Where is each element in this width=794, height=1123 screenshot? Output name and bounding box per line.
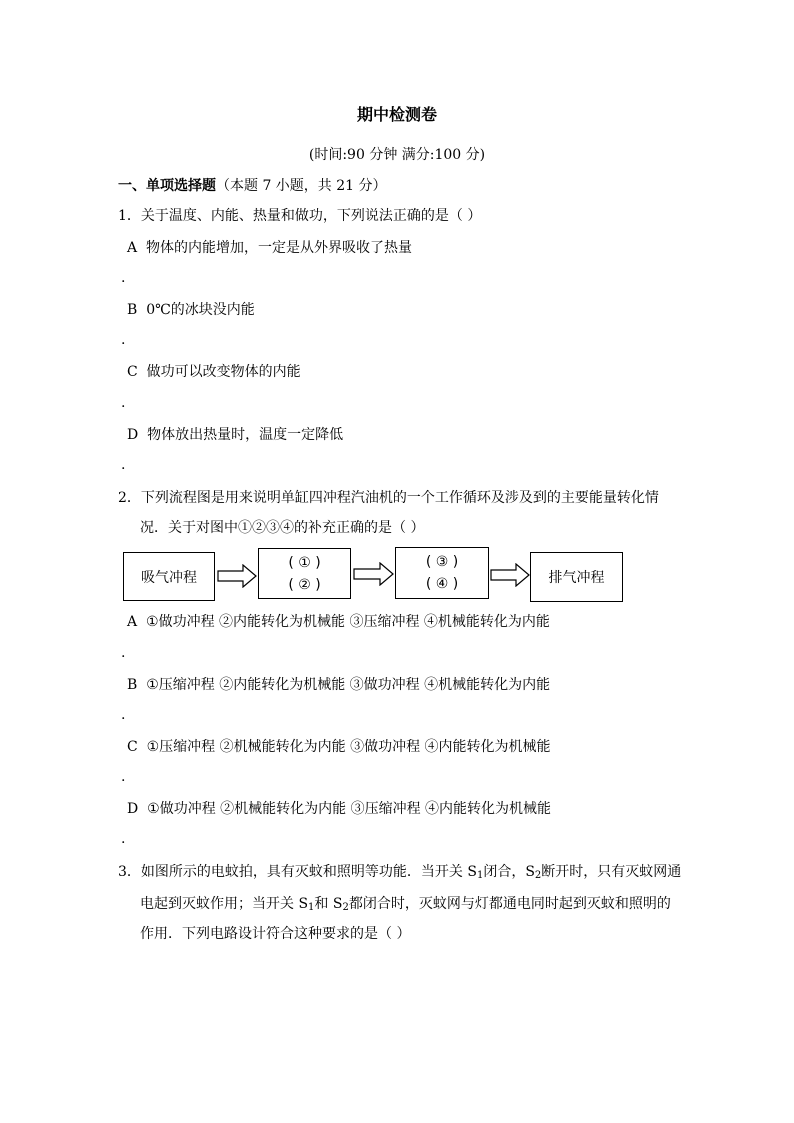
dot-marker: . — [121, 645, 126, 661]
q3-stem-line2 — [140, 894, 671, 914]
flow-box-exhaust — [530, 552, 623, 602]
flow-blank-1: ( ① ) — [288, 555, 321, 571]
q2-stem-line1: 2．下列流程图是用来说明单缸四冲程汽油机的一个工作循环及涉及到的主要能量转化情 — [118, 490, 659, 506]
flow-blank-4: ( ④ ) — [425, 576, 459, 592]
flow-box-label: 吸气冲程 — [141, 569, 197, 586]
dot-marker: . — [121, 457, 126, 473]
section-title: 一、单项选择题 — [118, 178, 216, 194]
q1-option-c — [127, 362, 301, 382]
option-letter: C — [127, 739, 138, 755]
q2-option-a — [127, 612, 550, 632]
q3-text: 电起到灭蚊作用；当开关 S — [140, 896, 309, 912]
section-note: （本题 7 小题，共 21 分） — [216, 178, 387, 194]
flow-arrow-icon — [353, 562, 394, 586]
q2-option-d — [127, 799, 551, 819]
exam-info: (时间:90 分钟 满分:100 分) — [308, 147, 486, 163]
option-letter: C — [127, 364, 138, 380]
subscript: 1 — [476, 870, 484, 881]
dot-marker: . — [121, 831, 126, 847]
q3-text: 断开时，只有灭蚊网通 — [541, 864, 682, 880]
dot-marker: . — [121, 707, 126, 723]
option-letter: D — [127, 427, 139, 443]
option-letter: B — [127, 677, 138, 693]
q3-stem-line3: 作用．下列电路设计符合这种要求的是（ ） — [140, 926, 411, 942]
flow-box-label: 排气冲程 — [548, 570, 605, 586]
option-text: 物体放出热量时，温度一定降低 — [147, 427, 344, 443]
option-letter: D — [127, 801, 139, 817]
q3-stem-line1 — [118, 862, 681, 882]
dot-marker: . — [121, 769, 126, 785]
q1-stem: 1．关于温度、内能、热量和做功，下列说法正确的是（ ） — [118, 208, 482, 224]
subscript: 2 — [534, 870, 542, 881]
dot-marker: . — [121, 332, 126, 348]
option-text: 物体的内能增加，一定是从外界吸收了热量 — [146, 240, 413, 256]
q2-option-b — [127, 675, 550, 695]
flow-arrow-icon — [217, 564, 257, 588]
option-letter: A — [127, 240, 138, 256]
section-heading — [118, 176, 387, 196]
flow-box-intake — [123, 552, 215, 601]
option-text: ①做功冲程 ②机械能转化为内能 ③压缩冲程 ④内能转化为机械能 — [147, 801, 552, 817]
q1-option-a — [127, 238, 412, 258]
q2-option-c — [127, 737, 551, 757]
option-text: 0℃的冰块没内能 — [146, 302, 255, 318]
dot-marker: . — [121, 395, 126, 411]
q1-option-b — [127, 300, 255, 320]
dot-marker: . — [121, 270, 126, 286]
q2-stem-line2: 况．关于对图中①②③④的补充正确的是（ ） — [140, 520, 425, 536]
q3-text: 闭合，S — [483, 864, 535, 880]
option-text: 做功可以改变物体的内能 — [146, 364, 301, 380]
option-letter: B — [127, 302, 138, 318]
page-title: 期中检测卷 — [356, 105, 437, 124]
q3-text: 和 S — [314, 896, 343, 912]
q3-text: 3．如图所示的电蚊拍，具有灭蚊和照明等功能．当开关 S — [118, 864, 477, 880]
flow-blank-3: ( ③ ) — [425, 554, 459, 570]
flow-blank-2: ( ② ) — [288, 577, 321, 593]
option-text: ①压缩冲程 ②机械能转化为内能 ③做功冲程 ④内能转化为机械能 — [146, 739, 551, 755]
option-text: ①压缩冲程 ②内能转化为机械能 ③做功冲程 ④机械能转化为内能 — [146, 677, 551, 693]
subscript: 1 — [308, 902, 315, 913]
flow-box-stroke2 — [258, 548, 351, 599]
flow-box-stroke3 — [395, 547, 489, 599]
q1-option-d — [127, 425, 343, 445]
option-letter: A — [127, 614, 138, 630]
q3-text: 都闭合时，灭蚊网与灯都通电同时起到灭蚊和照明的 — [348, 896, 671, 912]
option-text: ①做功冲程 ②内能转化为机械能 ③压缩冲程 ④机械能转化为内能 — [146, 614, 550, 630]
flow-arrow-icon — [490, 563, 530, 587]
subscript: 2 — [342, 902, 349, 913]
